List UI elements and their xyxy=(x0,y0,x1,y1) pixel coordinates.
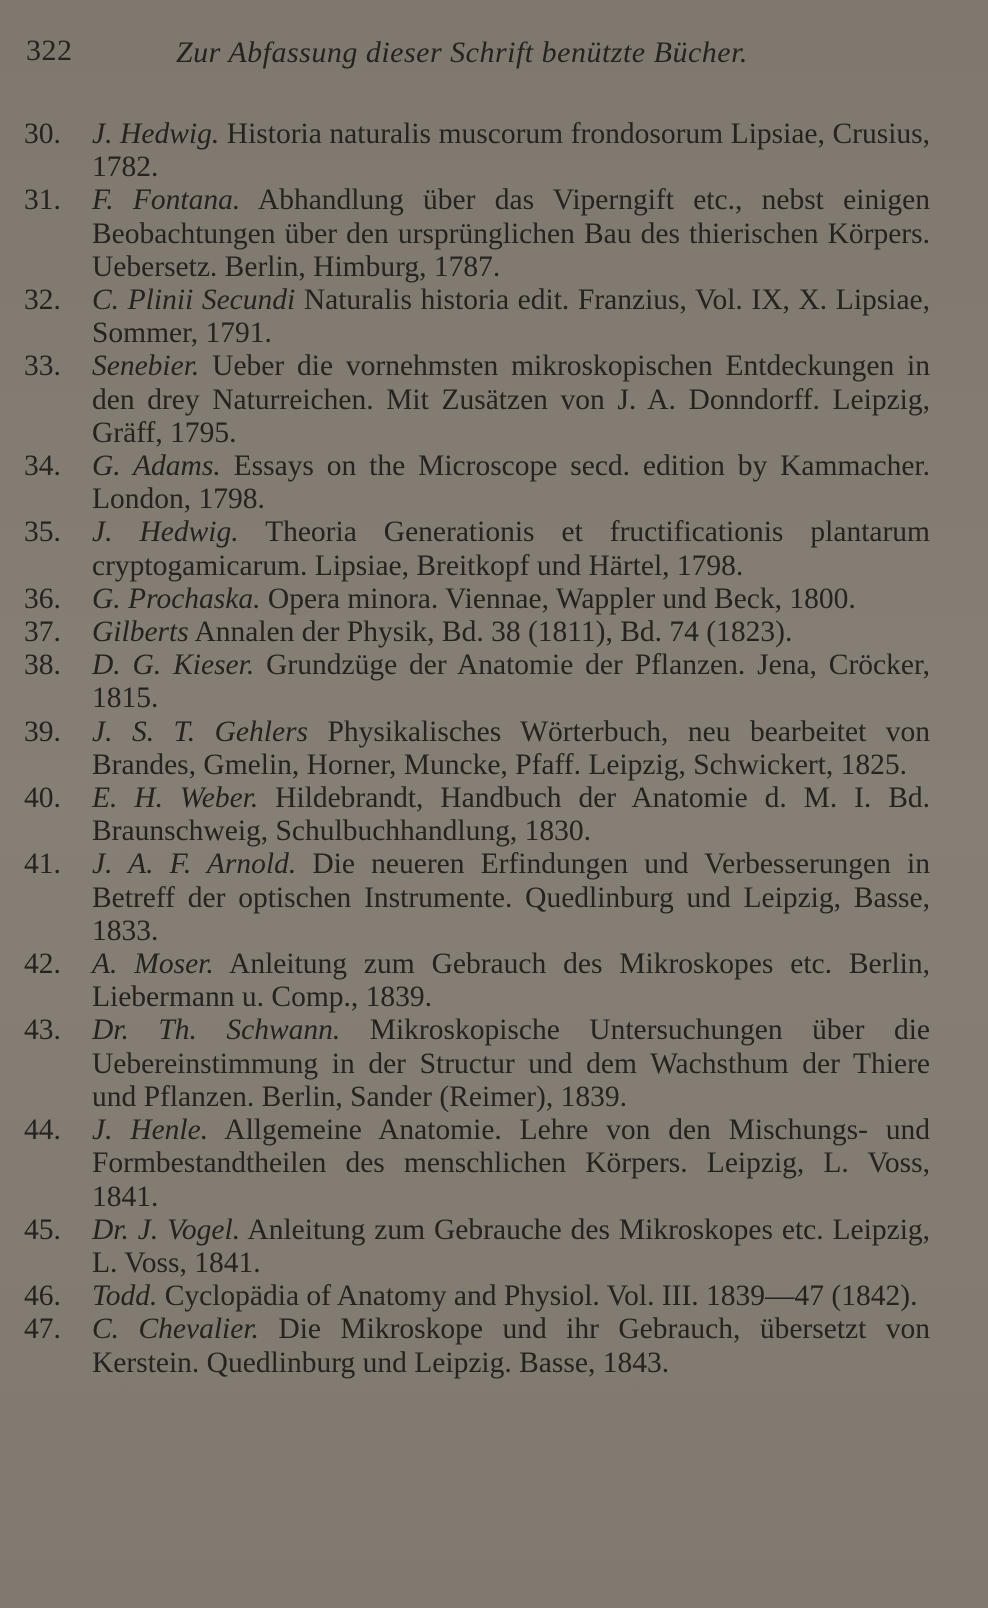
entry-citation xyxy=(92,516,930,582)
entry-author: J. A. F. Arnold. xyxy=(92,848,297,881)
entry-citation xyxy=(92,1280,930,1313)
entry-number: 42. xyxy=(24,948,61,981)
entry-author: Gilberts xyxy=(92,616,189,649)
entry-text: Ueber die vornehmsten mikroskopischen Entdeckungen in den drey Naturreichen. Mit Zusätzen von J. A. Donndorff. Leipzig, Gräff, 1795. xyxy=(92,350,930,449)
bibliography-entry xyxy=(24,350,930,450)
entry-number: 40. xyxy=(24,782,61,815)
bibliography-entry xyxy=(24,782,930,848)
entry-number: 39. xyxy=(24,715,61,748)
entry-number: 38. xyxy=(24,649,61,682)
entry-text: Historia naturalis muscorum frondosorum Lipsiae, Crusius, 1782. xyxy=(92,118,931,184)
entry-author: C. Chevalier. xyxy=(92,1313,259,1346)
bibliography-entry xyxy=(24,1114,930,1214)
entry-author: E. H. Weber. xyxy=(92,782,259,815)
entry-author: D. G. Kieser. xyxy=(92,649,255,682)
entry-number: 43. xyxy=(24,1014,61,1047)
entry-citation xyxy=(92,1114,930,1214)
entry-author: A. Moser. xyxy=(92,948,214,981)
bibliography-entry xyxy=(24,583,930,616)
entry-citation xyxy=(92,649,930,715)
bibliography-entry xyxy=(24,1214,930,1280)
entry-text: Anleitung zum Gebrauche des Mikroskopes etc. Leipzig, L. Voss, 1841. xyxy=(92,1213,931,1279)
entry-number: 36. xyxy=(24,582,61,615)
entry-text: Abhandlung über das Viperngift etc., nebst einigen Beobachtungen über den ursprünglichen Bau des thierischen Körpers. Uebersetz. Berlin, Himburg, 1787. xyxy=(92,184,930,283)
entry-citation xyxy=(92,284,930,350)
page-header xyxy=(26,34,926,84)
bibliography-entry xyxy=(24,1280,930,1313)
entry-author: J. Hedwig. xyxy=(92,516,239,549)
entry-text: Die Mikroskope und ihr Gebrauch, übersetzt von Kerstein. Quedlinburg und Leipzig. Basse, 1843. xyxy=(92,1313,930,1379)
bibliography-entry xyxy=(24,649,930,715)
entry-author: Todd. xyxy=(92,1280,158,1313)
entry-citation xyxy=(92,616,930,649)
entry-citation xyxy=(92,1313,930,1379)
entry-text: Die neueren Erfindungen und Verbesserungen in Betreff der optischen Instrumente. Quedlinburg und Leipzig, Basse, 1833. xyxy=(92,848,931,947)
bibliography-entry xyxy=(24,848,930,948)
bibliography-entry xyxy=(24,948,930,1014)
bibliography-entry xyxy=(24,616,930,649)
entry-citation xyxy=(92,716,930,782)
entry-number: 45. xyxy=(24,1213,61,1246)
entry-text: Hildebrandt, Handbuch der Anatomie d. M. I. Bd. Braunschweig, Schulbuchhandlung, 1830. xyxy=(92,782,930,848)
bibliography-entry xyxy=(24,516,930,582)
bibliography-entry xyxy=(24,284,930,350)
entry-author: C. Plinii Secundi xyxy=(92,284,296,317)
entry-citation xyxy=(92,848,930,948)
entry-author: Senebier. xyxy=(92,350,200,383)
entry-number: 37. xyxy=(24,616,61,649)
entry-number: 32. xyxy=(24,284,61,317)
entry-author: G. Prochaska. xyxy=(92,582,261,615)
entry-author: Dr. Th. Schwann. xyxy=(92,1014,341,1047)
bibliography-entry xyxy=(24,1313,930,1379)
entry-number: 47. xyxy=(24,1313,61,1346)
entry-citation xyxy=(92,948,930,1014)
entry-citation xyxy=(92,118,930,184)
entry-text: Annalen der Physik, Bd. 38 (1811), Bd. 74 (1823). xyxy=(194,616,793,649)
entry-author: J. S. T. Gehlers xyxy=(92,715,309,748)
entry-author: G. Adams. xyxy=(92,450,221,483)
entry-number: 44. xyxy=(24,1114,61,1147)
entry-author: J. Hedwig. xyxy=(92,118,220,150)
entry-text: Opera minora. Viennae, Wappler und Beck, 1800. xyxy=(267,582,856,615)
entry-text: Cyclopädia of Anatomy and Physiol. Vol. III. 1839—47 (1842). xyxy=(164,1280,918,1313)
entry-citation xyxy=(92,1014,930,1114)
entry-text: Naturalis historia edit. Franzius, Vol. IX, X. Lipsiae, Sommer, 1791. xyxy=(92,284,931,350)
entry-text: Allgemeine Anatomie. Lehre von den Mischungs- und Formbestandtheilen des menschlichen Körpers. Leipzig, L. Voss, 1841. xyxy=(92,1114,931,1213)
entry-number: 33. xyxy=(24,350,61,383)
entry-number: 35. xyxy=(24,516,61,549)
bibliography-list xyxy=(24,118,930,1380)
entry-number: 46. xyxy=(24,1280,61,1313)
bibliography-entry xyxy=(24,450,930,516)
page-number: 322 xyxy=(26,34,73,67)
entry-citation xyxy=(92,1214,930,1280)
entry-citation xyxy=(92,350,930,450)
bibliography-entry xyxy=(24,1014,930,1114)
entry-number: 31. xyxy=(24,184,61,217)
entry-citation xyxy=(92,450,930,516)
running-title: Zur Abfassung dieser Schrift benützte Bücher. xyxy=(176,36,748,69)
entry-number: 41. xyxy=(24,848,61,881)
entry-number: 34. xyxy=(24,450,61,483)
entry-author: F. Fontana. xyxy=(92,184,241,217)
bibliography-entry xyxy=(24,118,930,184)
entry-author: Dr. J. Vogel. xyxy=(92,1213,241,1246)
entry-text: Grundzüge der Anatomie der Pflanzen. Jena, Cröcker, 1815. xyxy=(92,649,931,715)
entry-citation xyxy=(92,583,930,616)
entry-text: Physikalisches Wörterbuch, neu bearbeitet von Brandes, Gmelin, Horner, Muncke, Pfaff. Leipzig, Schwickert, 1825. xyxy=(92,715,930,781)
entry-citation xyxy=(92,184,930,284)
bibliography-entry xyxy=(24,184,930,284)
bibliography-entry xyxy=(24,716,930,782)
entry-number: 30. xyxy=(24,118,61,150)
entry-text: Anleitung zum Gebrauch des Mikroskopes etc. Berlin, Liebermann u. Comp., 1839. xyxy=(92,948,930,1014)
entry-text: Theoria Generationis et fructificationis plantarum cryptogamicarum. Lipsiae, Breitkopf und Härtel, 1798. xyxy=(92,516,930,582)
entry-text: Mikroskopische Untersuchungen über die Uebereinstimmung in der Structur und dem Wachsthum der Thiere und Pflanzen. Berlin, Sander (Reimer), 1839. xyxy=(92,1014,930,1113)
entry-citation xyxy=(92,782,930,848)
entry-author: J. Henle. xyxy=(92,1114,209,1147)
entry-text: Essays on the Microscope secd. edition by Kammacher. London, 1798. xyxy=(92,450,931,516)
